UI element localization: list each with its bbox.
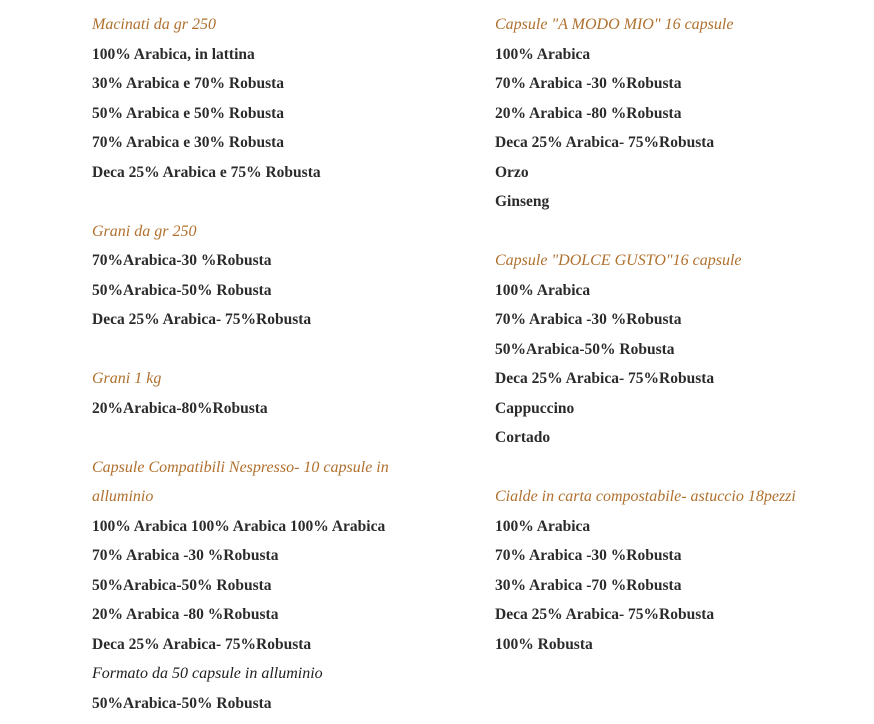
product-item: 100% Arabica (495, 45, 591, 63)
product-item: Deca 25% Arabica- 75%Robusta (495, 370, 715, 387)
product-item: Ginseng (495, 193, 550, 210)
product-item: 20% Arabica -80 %Robusta (92, 606, 279, 623)
section-heading: Capsule Compatibili Nespresso- 10 capsule in (92, 458, 389, 476)
product-item: 70% Arabica -30 %Robusta (495, 311, 682, 328)
section-a-modo-mio (495, 10, 855, 217)
section-heading: Capsule "DOLCE GUSTO"16 capsule (495, 252, 742, 269)
product-item: Cappuccino (495, 399, 575, 417)
product-item: 50%Arabica-50% Robusta (92, 281, 272, 299)
right-column (495, 10, 855, 659)
product-item: 100% Robusta (495, 635, 593, 653)
product-item: 50% Arabica e 50% Robusta (92, 104, 285, 122)
product-item: 100% Arabica (495, 281, 591, 299)
section-heading: Macinati da gr 250 (92, 16, 216, 33)
spacer (92, 187, 452, 217)
product-item: Cortado (495, 429, 551, 446)
product-item: 70% Arabica e 30% Robusta (92, 134, 285, 151)
spacer (495, 217, 855, 247)
product-item: 50%Arabica-50% Robusta (92, 576, 272, 594)
section-heading: Grani da gr 250 (92, 222, 197, 240)
product-item: 100% Arabica (495, 517, 591, 535)
product-item: 70% Arabica -30 %Robusta (92, 547, 279, 564)
left-column (92, 10, 452, 718)
product-item: Deca 25% Arabica- 75%Robusta (92, 635, 312, 653)
section-nespresso (92, 453, 452, 719)
spacer (495, 453, 855, 483)
product-item: Deca 25% Arabica e 75% Robusta (92, 163, 321, 181)
format-note: Formato da 50 capsule in alluminio (92, 665, 323, 682)
section-heading: Cialde in carta compostabile- astuccio 18pezzi (495, 488, 796, 505)
product-item: 20%Arabica-80%Robusta (92, 399, 268, 417)
section-grani-250 (92, 217, 452, 335)
product-item: 100% Arabica, in lattina (92, 45, 255, 63)
product-item: Deca 25% Arabica- 75%Robusta (495, 606, 715, 623)
product-item: 30% Arabica e 70% Robusta (92, 75, 285, 92)
product-item: 50%Arabica-50% Robusta (92, 694, 272, 712)
section-macinati (92, 10, 452, 187)
product-item: 100% Arabica 100% Arabica 100% Arabica (92, 517, 386, 535)
product-item: 20% Arabica -80 %Robusta (495, 104, 682, 122)
product-item: 70% Arabica -30 %Robusta (495, 547, 682, 564)
product-item: 50%Arabica-50% Robusta (495, 340, 675, 358)
section-heading: Grani 1 kg (92, 370, 162, 387)
section-heading-continued: alluminio (92, 488, 154, 505)
product-item: Deca 25% Arabica- 75%Robusta (495, 134, 715, 151)
product-item: 30% Arabica -70 %Robusta (495, 576, 682, 594)
spacer (92, 423, 452, 453)
product-item: Orzo (495, 163, 529, 181)
section-dolce-gusto (495, 246, 855, 453)
section-heading: Capsule "A MODO MIO" 16 capsule (495, 16, 734, 33)
product-item: Deca 25% Arabica- 75%Robusta (92, 311, 312, 328)
spacer (92, 335, 452, 365)
section-cialde (495, 482, 855, 659)
product-item: 70%Arabica-30 %Robusta (92, 252, 272, 269)
section-grani-1kg (92, 364, 452, 423)
product-item: 70% Arabica -30 %Robusta (495, 75, 682, 92)
